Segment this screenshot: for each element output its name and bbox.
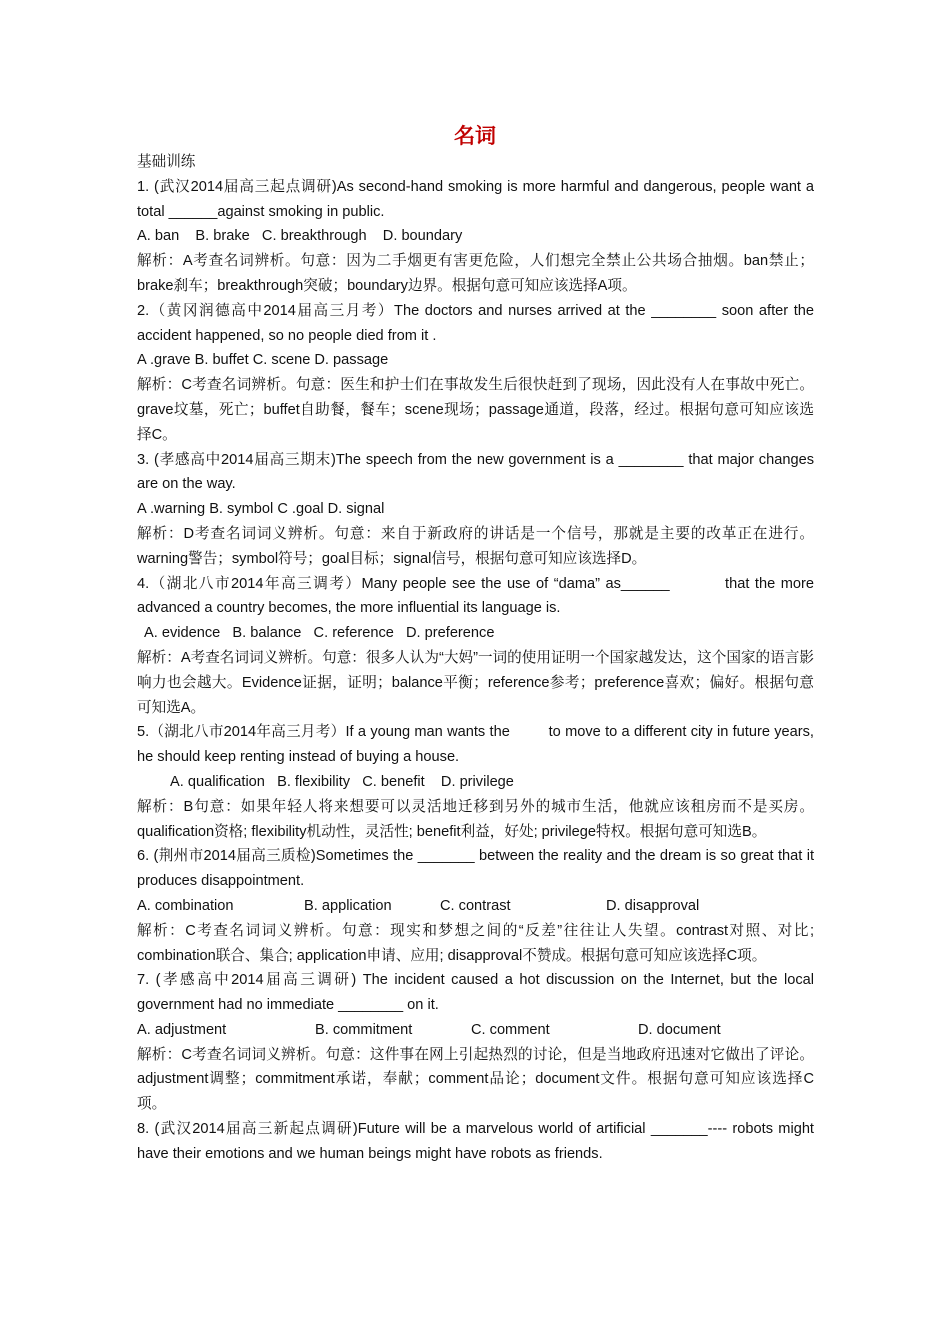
option-a: A. combination — [137, 897, 234, 914]
question-analysis: 解析：A考查名词词义辨析。句意：很多人认为“大妈”一词的使用证明一个国家越发达，这个国家的语言影响力也会越大。Evidence证据，证明；balance平衡；reference参考；preference喜欢；偏好。根据句意可知选A。 — [137, 649, 814, 716]
question-stem: 2.（黄冈润德高中2014届高三月考）The doctors and nurses arrived at the ________ soon after the accident happened, so no people died from it . — [137, 302, 814, 344]
question-options: A. evidence B. balance C. reference D. preference — [144, 625, 495, 642]
question-options: A. ban B. brake C. breakthrough D. boundary — [137, 228, 463, 245]
question-stem: 8. (武汉2014届高三新起点调研)Future will be a marvelous world of artificial _______---- robots might have their emotions and we human beings might have robots as friends. — [137, 1121, 814, 1162]
question-analysis: 解析：D考查名词词义辨析。句意：来自于新政府的讲话是一个信号，那就是主要的改革正在进行。warning警告；symbol符号；goal目标；signal信号，根据句意可知应该选择D。 — [137, 525, 814, 567]
document-body — [137, 150, 819, 1167]
section-heading: 基础训练 — [137, 154, 196, 170]
option-d: D. document — [638, 1021, 721, 1038]
option-b: B. application — [304, 897, 392, 914]
question-analysis: 解析：C考查名词词义辨析。句意：这件事在网上引起热烈的讨论，但是当地政府迅速对它做出了评论。adjustment调整；commitment承诺，奉献；comment品论；document文件。根据句意可知应该选择C项。 — [137, 1046, 814, 1113]
option-c: C. contrast — [440, 897, 511, 914]
question-analysis: 解析：A考查名词辨析。句意：因为二手烟更有害更危险，人们想完全禁止公共场合抽烟。ban禁止；brake刹车；breakthrough突破；boundary边界。根据句意可知应该选择A项。 — [137, 253, 814, 294]
option-a: A. adjustment — [137, 1021, 227, 1038]
option-d: D. disapproval — [606, 897, 700, 914]
question-stem: 6. (荆州市2014届高三质检)Sometimes the _______ between the reality and the dream is so great that it produces disappointment. — [137, 848, 814, 890]
question-options: A .warning B. symbol C .goal D. signal — [137, 501, 385, 518]
question-stem: 3. (孝感高中2014届高三期末)The speech from the new government is a ________ that major changes are on the way. — [137, 451, 814, 493]
question-analysis: 解析：C考查名词词义辨析。句意：现实和梦想之间的“反差”往往让人失望。contrast对照、对比; combination联合、集合; application申请、应用; disapproval不赞成。根据句意可知应该选择C项。 — [137, 922, 814, 964]
question-options — [137, 1018, 814, 1043]
question-analysis: 解析：B句意：如果年轻人将来想要可以灵活地迁移到另外的城市生活，他就应该租房而不是买房。qualification资格; flexibility机动性，灵活性; benefit利益，好处; privilege特权。根据句意可知选B。 — [137, 798, 814, 840]
question-stem: 7. (孝感高中2014届高三调研) The incident caused a hot discussion on the Internet, but the local government had no immediate ________ on it. — [137, 972, 814, 1014]
question-analysis: 解析：C考查名词辨析。句意：医生和护士们在事故发生后很快赶到了现场，因此没有人在事故中死亡。grave坟墓，死亡；buffet自助餐，餐车；scene现场；passage通道，段落，经过。根据句意可知应该选择C。 — [137, 377, 814, 443]
question-stem: 5.（湖北八市2014年高三月考）If a young man wants the to move to a different city in future years, he should keep renting instead of buying a house. — [137, 724, 819, 766]
question-options: A .grave B. buffet C. scene D. passage — [137, 352, 389, 369]
question-options: A. qualification B. flexibility C. benefit D. privilege — [170, 773, 514, 790]
page-title: 名词 — [454, 124, 496, 148]
question-stem: 4.（湖北八市2014年高三调考）Many people see the use of “dama” as______ that the more advanced a country becomes, the more influential its language is. — [137, 575, 819, 617]
question-stem: 1. (武汉2014届高三起点调研)As second-hand smoking is more harmful and dangerous, people want a total ______against smoking in public. — [137, 178, 814, 220]
option-c: C. comment — [471, 1021, 550, 1038]
question-options — [137, 894, 814, 919]
option-b: B. commitment — [315, 1021, 413, 1038]
